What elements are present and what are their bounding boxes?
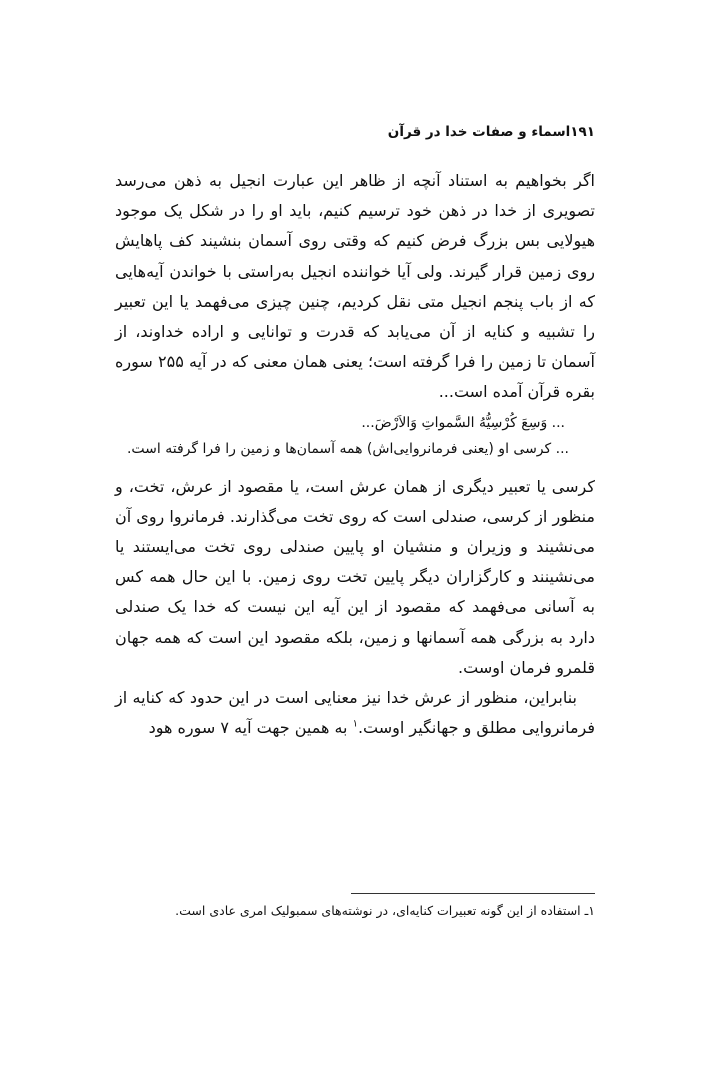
main-text [115,166,595,743]
paragraph-1: اگر بخواهیم به استناد آنچه از ظاهر این عبارت انجیل به ذهن می‌رسد تصویری از خدا در ذهن خود ترسیم کنیم، باید او را در شکل یک موجود هیولایی بس بزرگ فرض کنیم که وقتی روی آسمان بنشیند کف پاهایش روی زمین قرار گیرند. ولی آیا خواننده انجیل به‌راستی با خواندن آیه‌هایی که از باب پنجم انجیل متی نقل کردیم، چنین چیزی می‌فهمد یا این تعبیر را تشبیه و کنایه از آن می‌یابد که قدرت و توانایی و اراده خداوند، از آسمان تا زمین را فرا گرفته است؛ یعنی همان معنی که در آیه ۲۵۵ سوره بقره قرآن آمده است... [115,171,595,402]
paragraph-3 [115,683,595,743]
verse-translation: ... کرسی او (یعنی فرمانروایی‌اش) همه آسمان‌ها و زمین را فرا گرفته است. [126,440,569,457]
paragraph-3-continuation: به همین جهت آیه ۷ سوره هود [148,718,353,738]
quran-verse: ... وَسِعَ كُرْسِيُّهُ السَّمواتِ وَالاَرْضَ... [361,414,565,431]
page-number: ۱۹۱ [570,124,595,140]
running-title: اسماء و صفات خدا در قرآن [387,124,571,140]
paragraph-2: کرسی یا تعبیر دیگری از همان عرش است، یا مقصود از عرش، تخت، و منظور از کرسی، صندلی است که روی تخت می‌گذارند. فرمانروا روی آن می‌نشیند و وزیران و منشیان او پایین صندلی روی تخت می‌ایستند یا می‌نشینند و کارگزاران دیگر پایین تخت روی زمین. با این حال همه کس به آسانی می‌فهمد که مقصود از این آیه این نیست که خدا یک صندلی دارد به بزرگی همه آسمانها و زمین، بلکه مقصود این است که همه جهان قلمرو فرمان اوست. [115,476,595,677]
footnote-marker: ۱ [352,718,358,730]
footnote: ۱ـ استفاده از این گونه تعبیرات کنایه‌ای، در نوشته‌های سمبولیک امری عادی است. [175,903,595,918]
running-header [115,120,595,144]
footnote-divider [351,893,595,894]
book-page [115,0,595,1065]
paragraph-3-text: بنابراین، منظور از عرش خدا نیز معنایی است در این حدود که کنایه از فرمانروایی مطلق و جهانگیر اوست. [115,688,595,738]
